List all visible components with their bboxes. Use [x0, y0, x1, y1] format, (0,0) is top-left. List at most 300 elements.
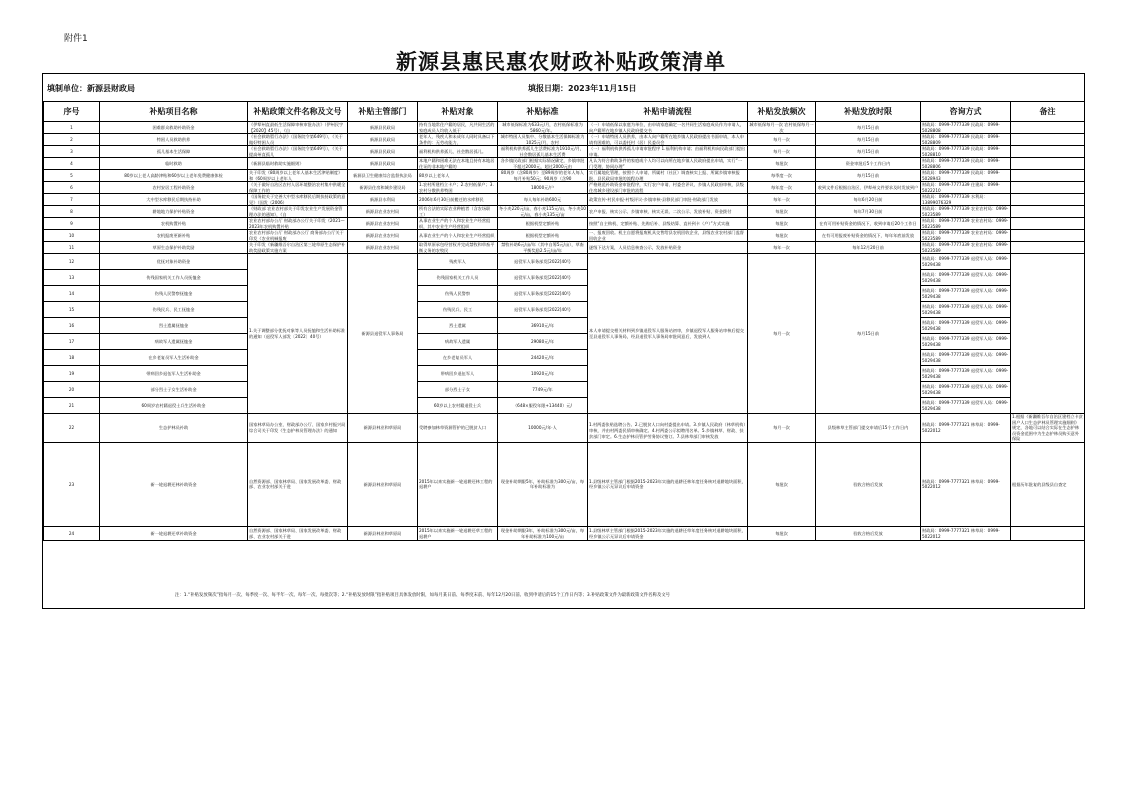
cell-frequency-text: 每月一次: [773, 425, 790, 431]
cell-standard: [498, 398, 588, 414]
cell-serial-text: 9: [70, 220, 73, 226]
cell-serial: [44, 170, 100, 182]
cell-standard: [498, 122, 588, 134]
cell-standard: [498, 366, 588, 382]
cell-item-name-text: 耕地地力保护补贴资金: [152, 208, 195, 214]
cell-standard: [498, 414, 588, 443]
cell-frequency-text: 每年度一次: [771, 184, 792, 190]
cell-remark: [1011, 254, 1085, 414]
table-row: [44, 442, 1085, 526]
cell-serial: [44, 442, 100, 526]
cell-time-limit: [816, 230, 921, 242]
cell-target-text: 60岁以上农村籍退役士兵: [433, 402, 482, 408]
cell-policy-doc: [248, 146, 348, 158]
cell-standard: [498, 254, 588, 270]
cell-contact: [921, 242, 1011, 254]
table-row: [44, 218, 1085, 230]
cell-process: [588, 158, 748, 170]
cell-department: [348, 218, 418, 230]
cell-department: [348, 170, 418, 182]
cell-time-limit-text: 验收合格后发放: [853, 481, 883, 487]
cell-target: [418, 182, 498, 194]
cell-item-name: [100, 350, 248, 366]
cell-target-text: 2006年6月30日前搬迁的水库移民: [419, 196, 484, 202]
cell-frequency-text: 每年一次: [773, 196, 790, 202]
cell-standard-text: 各乡镇民政部门根据实际情况确定，乡镇审批不超过2000元，超过2000元由: [500, 158, 585, 169]
table-row: [44, 134, 1085, 146]
table-row: [44, 122, 1085, 134]
cell-standard-text: 城市低保标准为633元/月，农村低保标准为5860元/年。: [502, 122, 583, 133]
cell-standard: [498, 242, 588, 254]
cell-contact-text: 财政局：0999-7777321 林草局：0999-5022012: [922, 478, 1000, 490]
cell-contact-text: 财政局：0999-7777339 退役军人局：0999-5029438: [922, 384, 1009, 395]
cell-contact: [921, 122, 1011, 134]
cell-target: [418, 286, 498, 302]
cell-target-text: 老年人、残疾人和未成年人同时具备以下条件的：无劳动能力、: [419, 134, 495, 145]
cell-frequency: [748, 194, 816, 206]
cell-department: [348, 242, 418, 254]
cell-department: [348, 206, 418, 218]
cell-contact-text: 财政局：0999-7777339 农业农村局：0999-5023589: [922, 206, 1009, 217]
cell-serial-text: 1: [70, 124, 73, 130]
cell-serial: [44, 286, 100, 302]
cell-target-text: 所有合法的实际农业种植者（含农场职工）: [419, 206, 491, 217]
cell-contact: [921, 286, 1011, 302]
cell-contact-text: 财政局：0999-7777339 退役军人局：0999-5029438: [922, 304, 1009, 315]
cell-time-limit-text: 每年6月20日前: [853, 196, 883, 202]
cell-time-limit-text: 验收合格后发放: [853, 530, 883, 536]
cell-item-name: [100, 270, 248, 286]
cell-item-name: [100, 442, 248, 526]
cell-department-text: 新源县农业农村局: [365, 208, 400, 214]
cell-remark: [1011, 218, 1085, 230]
header-cell: 序号: [44, 102, 100, 122]
cell-department: [348, 134, 418, 146]
cell-process: [588, 170, 748, 182]
cell-serial-text: 3: [70, 148, 73, 154]
cell-item-name-text: 新一轮退耕还草补助资金: [150, 530, 197, 536]
cell-serial: [44, 398, 100, 414]
cell-serial-text: 18: [68, 354, 75, 360]
cell-contact-text: 财政局：0999-7777339 民政局：0999-5028808: [922, 122, 1000, 133]
cell-standard-text: 城市特困人员集中、分散基本生活保障标准为1025元/月，农村: [500, 134, 585, 145]
cell-serial-text: 20: [68, 386, 75, 392]
cell-process-text: 1.县级林草主管部门根据2015-2023年实施的退耕还林年度任务核对退耕地块面积，经乡镇公示无异议后申请资金: [589, 478, 746, 490]
cell-standard: [498, 270, 588, 286]
cell-contact-text: 财政局：0999-7777339 退役军人局：0999-5029438: [922, 400, 1009, 411]
cell-department-text: 新源县卫生健康综合监督执法局: [353, 172, 412, 178]
cell-contact: [921, 254, 1011, 270]
cell-policy-doc-text: 1.关于调整部分优抚对象等人员抚恤和生活补助标准的通知（退役军人部发〔2022〕40号）: [249, 327, 346, 339]
cell-standard: [498, 526, 588, 540]
cell-target-text: 带病回乡退伍军人: [440, 370, 475, 376]
cell-contact: [921, 398, 1011, 414]
cell-department: [348, 146, 418, 158]
cell-department-text: 新源县水利局: [369, 196, 396, 202]
cell-process-text: 政策宣传-村民申报-村级评议-乡镇审核-县移民部门审批-财政部门发放: [589, 196, 718, 202]
cell-target-text: 1.农村所建档立卡户；2.农村低保户；3.农村分散供养特困: [419, 182, 494, 193]
cell-target: [418, 254, 498, 270]
cell-standard-text: 10920元/年: [530, 370, 555, 376]
cell-policy-doc: [248, 206, 348, 218]
table-header-row: [44, 102, 1085, 122]
cell-remark: [1011, 170, 1085, 182]
cell-target: [418, 158, 498, 170]
cell-serial-text: 12: [68, 258, 75, 264]
cell-contact: [921, 182, 1011, 194]
cell-department-text: 新源县住房和城乡建设局: [359, 184, 406, 190]
cell-policy-doc: [248, 526, 348, 540]
cell-department-text: 新源县林业和草原局: [363, 481, 402, 487]
document-title: 新源县惠民惠农财政补贴政策清单: [396, 49, 726, 74]
cell-serial-text: 11: [68, 244, 75, 250]
cell-standard-text: 10000元/年·人: [528, 425, 557, 431]
cell-item-name: [100, 526, 248, 540]
cell-item-name: [100, 182, 248, 194]
cell-time-limit-text: 每月15日前: [856, 172, 880, 178]
table-row: [44, 206, 1085, 218]
cell-policy-doc-text: 《财政部 农业农村部关于印发农业生产发展资金管理办法的通知》，《自: [249, 206, 343, 217]
cell-policy-doc: [248, 218, 348, 230]
cell-item-name-text: 在乡老复员军人生活补助金: [148, 354, 199, 360]
cell-serial: [44, 158, 100, 170]
header-cell: 补贴对象: [418, 102, 498, 122]
cell-standard-text: 80周岁（含80周岁）至89周岁的老年人每人每月补贴50元；90周岁（含90: [501, 170, 584, 181]
attachment-label: 附件1: [64, 34, 88, 44]
cell-target: [418, 318, 498, 334]
cell-standard: [498, 218, 588, 230]
cell-serial-text: 22: [68, 425, 75, 431]
cell-contact: [921, 442, 1011, 526]
cell-process: [588, 442, 748, 526]
cell-process: [588, 206, 748, 218]
cell-policy-doc-text: 《国务院关于完善大中型水库移民后期扶持政策的意见》（国发（2006）: [249, 194, 346, 205]
cell-target: [418, 526, 498, 540]
header-cell: 补贴标准: [498, 102, 588, 122]
table-row: [44, 194, 1085, 206]
cell-target-text: 伤残人民警察: [444, 290, 471, 296]
cell-department: [348, 122, 418, 134]
table-row: [44, 182, 1085, 194]
cell-serial: [44, 182, 100, 194]
cell-standard-text: 现金补助期限5年，补助标准为300元/亩，每年补助标准为: [500, 478, 585, 490]
cell-time-limit: [816, 194, 921, 206]
cell-item-name: [100, 170, 248, 182]
cell-standard: [498, 302, 588, 318]
cell-target: [418, 170, 498, 182]
cell-standard-text: 24420元/年: [530, 354, 555, 360]
cell-target: [418, 206, 498, 218]
cell-frequency: [748, 158, 816, 170]
cell-target-text: 病故军人遗属: [444, 338, 471, 344]
cell-target-text: 从事农业生产的个人和农业生产经营组织: [419, 232, 495, 238]
cell-frequency: [748, 182, 816, 194]
cell-standard-text: 18000元/户: [530, 184, 555, 190]
cell-frequency-text: 每年一次: [773, 244, 790, 250]
cell-frequency-text: 每月一次: [773, 330, 790, 336]
cell-item-name: [100, 146, 248, 158]
cell-time-limit-text: 县级林草主管部门提交申请后15个工作日内: [827, 425, 909, 431]
cell-contact-text: 财政局：0999-7777339 民政局：0999-5028943: [922, 170, 1000, 181]
cell-remark: [1011, 206, 1085, 218]
cell-target-text: 本地户籍和困难无法在本地且持有本地居住证的非本地户籍的: [419, 158, 495, 169]
cell-standard: [498, 230, 588, 242]
cell-contact-text: 财政局：0999-7777339 住建局：0999-5022210: [922, 182, 1000, 193]
cell-target-text: 80岁以上老年人: [419, 172, 450, 178]
cell-target-text: 烈士遗属: [449, 322, 466, 328]
cell-process-text: 实行属地化管理，按照个人申请、所属村（社区）调查核实上报、所属乡镇审核报批、县民政局审批的流程办理: [589, 170, 740, 181]
cell-remark: [1011, 122, 1085, 134]
cell-contact: [921, 350, 1011, 366]
cell-serial-text: 14: [68, 290, 75, 296]
cell-time-limit-text: 每月15日前: [856, 136, 880, 142]
cell-serial: [44, 230, 100, 242]
cell-contact: [921, 366, 1011, 382]
cell-contact: [921, 526, 1011, 540]
cell-policy-doc: [248, 182, 348, 194]
cell-target: [418, 350, 498, 366]
table-row: [44, 526, 1085, 540]
cell-item-name-text: 特困人员救助供养: [156, 136, 191, 142]
header-cell: 补贴申请流程: [588, 102, 748, 122]
cell-target: [418, 146, 498, 158]
cell-serial-text: 19: [68, 370, 75, 376]
cell-item-name-text: 烈士遗属抚恤金: [158, 322, 189, 328]
cell-frequency: [748, 134, 816, 146]
cell-target: [418, 334, 498, 350]
cell-item-name: [100, 398, 248, 414]
table-row: [44, 366, 1085, 382]
cell-frequency: [748, 170, 816, 182]
cell-target-text: 伤残民兵、民工: [442, 306, 473, 312]
cell-item-name: [100, 334, 248, 350]
cell-contact-text: 财政局：0999-7777339 民政局：0999-5028806: [922, 158, 1000, 169]
cell-contact: [921, 134, 1011, 146]
cell-target: [418, 382, 498, 398]
cell-process-text: 严格规范补助资金审批程序，实行农户申请、村委会评议、乡镇人民政府审核，县级住房城乡建设部门审批的流程: [589, 182, 744, 193]
header-cell: 补贴发放时限: [816, 102, 921, 122]
cell-target: [418, 398, 498, 414]
cell-serial-text: 24: [68, 530, 75, 536]
cell-department-text: 新源县林业和草原局: [363, 530, 402, 536]
cell-frequency: [748, 218, 816, 230]
cell-standard: [498, 170, 588, 182]
cell-serial: [44, 526, 100, 540]
cell-contact: [921, 194, 1011, 206]
cell-department-text: 新源县农业农村局: [365, 220, 400, 226]
cell-item-name: [100, 366, 248, 382]
cell-department-text: 新源县林业和草原局: [363, 425, 402, 431]
cell-frequency-text: 每月一次: [773, 148, 790, 154]
cell-policy-doc-text: 自然资源部、国家林草局、国家发展改革委、财政部、农业农村部关于进: [249, 478, 342, 490]
cell-item-name: [100, 158, 248, 170]
cell-process: [588, 526, 748, 540]
cell-contact-text: 财政局：0999-7777339 退役军人局：0999-5029438: [922, 320, 1009, 331]
cell-serial-text: 7: [70, 196, 73, 202]
cell-target: [418, 242, 498, 254]
cell-process-text: 按照“自主购机、定额补贴、先购后补、县级结算、直补到卡（户）”方式实施: [589, 220, 730, 226]
cell-target-text: 部分烈士子女: [444, 386, 471, 392]
cell-frequency-text: 每季度一次: [771, 172, 792, 178]
cell-frequency: [748, 242, 816, 254]
cell-target: [418, 122, 498, 134]
cell-item-name: [100, 242, 248, 254]
cell-policy-doc-text: 《关于做好自治区农村人居环境整治农村集中供暖全保障工作的: [249, 182, 346, 193]
cell-target-text: 从事农业生产的个人和农业生产经营组织，其中农业生产经营组织: [419, 218, 491, 229]
cell-target-text: 取得草原承包经营权并完成禁牧和草畜平衡义务的农牧民: [419, 242, 495, 253]
cell-contact: [921, 230, 1011, 242]
cell-department: [348, 182, 418, 194]
table-row: [44, 230, 1085, 242]
cell-standard-text: （648×服役年限+13440）元/: [512, 402, 573, 408]
cell-target: [418, 366, 498, 382]
cell-serial: [44, 334, 100, 350]
cell-item-name: [100, 382, 248, 398]
cell-policy-doc-text: 自然资源部、国家林草局、国家发展改革委、财政部、农业农村部关于进: [249, 527, 342, 539]
cell-remark-text: 根据历年批复的县级县自查定: [1012, 481, 1067, 487]
header-cell: 补贴发放频次: [748, 102, 816, 122]
cell-frequency: [748, 526, 816, 540]
cell-serial-text: 17: [68, 338, 75, 344]
cell-serial: [44, 206, 100, 218]
cell-policy-doc-text: 农业农村部办公厅 财政部办公厅关于印发《2021—2023年农机购置补贴: [249, 218, 345, 229]
cell-target: [418, 134, 498, 146]
cell-time-limit: [816, 146, 921, 158]
cell-serial-text: 5: [70, 172, 73, 178]
cell-time-limit: [816, 218, 921, 230]
cell-serial: [44, 134, 100, 146]
cell-department: [348, 442, 418, 526]
cell-remark: [1011, 134, 1085, 146]
table-row: [44, 398, 1085, 414]
cell-serial: [44, 194, 100, 206]
cell-serial: [44, 302, 100, 318]
cell-time-limit-text: 每年7月30日前: [853, 208, 883, 214]
cell-department-text: 新源县农业农村局: [365, 232, 400, 238]
cell-target: [418, 194, 498, 206]
cell-item-name-text: 临时救助: [165, 160, 182, 166]
cell-process-text: 凡认为符合救助条件的家庭或个人均可以向所在地乡镇人民政府提出申请，实行“一门受理、协同办理”: [589, 158, 742, 169]
cell-department: [348, 230, 418, 242]
cell-process-text: 一、报废回收。机主自愿将报废机具交售给县农机回收企业，县级农业农村部门监督回收企业: [589, 230, 744, 241]
cell-standard-text: 福利机构供养孤儿生活费标准为1910元/月，社会散居孤儿基本生活费: [500, 146, 585, 157]
cell-contact: [921, 302, 1011, 318]
meta-row: [43, 74, 1084, 102]
cell-contact: [921, 318, 1011, 334]
cell-frequency: [748, 206, 816, 218]
cell-serial-text: 16: [68, 322, 75, 328]
cell-process-text: （一）福利机构供养孤儿申请审批程序 1.福利机构申请；由福利机构向民政部门提出申请。: [589, 146, 746, 157]
cell-process: [588, 230, 748, 242]
header-cell: 补贴政策文件名称及文号: [248, 102, 348, 122]
cell-standard-text: 退役军人事务部发[2022]40号: [514, 306, 571, 312]
policy-table-frame: [42, 73, 1085, 609]
cell-process: [588, 194, 748, 206]
cell-contact-text: 财政局：0999-7777339 退役军人局：0999-5029438: [922, 336, 1009, 347]
cell-time-limit: [816, 242, 921, 254]
cell-target: [418, 270, 498, 286]
cell-contact: [921, 146, 1011, 158]
cell-contact: [921, 382, 1011, 398]
cell-contact-text: 财政局：0999-7777339 民政局：0999-5028810: [922, 146, 1000, 157]
cell-standard: [498, 334, 588, 350]
cell-standard-text: 根据机型定额补贴: [525, 220, 560, 226]
cell-frequency-text: 每批次: [775, 481, 788, 487]
cell-target: [418, 230, 498, 242]
cell-standard: [498, 182, 588, 194]
cell-time-limit: [816, 254, 921, 414]
cell-policy-doc-text: 《社会救助暂行办法》（国务院令第649号），《关于做好特困人员: [249, 134, 343, 145]
header-cell: 补贴项目名称: [100, 102, 248, 122]
cell-frequency: [748, 414, 816, 443]
cell-policy-doc-text: 《伊犁州直最低生活保障审核审批办法》（伊州民字【2020】45号），《自: [249, 122, 344, 133]
cell-department-text: 新源县退役军人事务局: [361, 330, 404, 336]
cell-target-text: 福利机构供养孤儿、社会散居孤儿。: [419, 148, 487, 154]
fill-unit: 填制单位：新源县财政局: [47, 84, 135, 93]
cell-contact: [921, 270, 1011, 286]
cell-time-limit: [816, 134, 921, 146]
cell-process: [588, 254, 748, 414]
cell-policy-doc: [248, 442, 348, 526]
cell-remark: [1011, 242, 1085, 254]
cell-item-name-text: 优抚对象补助资金: [156, 258, 191, 264]
table-row: [44, 350, 1085, 366]
cell-standard-text: 36910元/年: [530, 322, 555, 328]
cell-remark: [1011, 158, 1085, 170]
cell-time-limit: [816, 182, 921, 194]
cell-item-name: [100, 230, 248, 242]
cell-contact-text: 财政局：0999-7777339 农业农村局：0999-5023589: [922, 218, 1009, 229]
cell-department: [348, 194, 418, 206]
cell-target-text: 残疾军人: [449, 258, 466, 264]
cell-frequency: [748, 122, 816, 134]
cell-target: [418, 414, 498, 443]
cell-item-name-text: 农机报废更新补贴: [156, 232, 191, 238]
cell-policy-doc-text: 农业农村部办公厅 财政部办公厅 商务部办公厅关于印发《农业机械报废: [249, 230, 344, 241]
cell-time-limit: [816, 158, 921, 170]
cell-process: [588, 414, 748, 443]
cell-contact: [921, 170, 1011, 182]
cell-time-limit-text: 在有可用补贴资金的情况下，收到申请后20个工作日: [819, 220, 917, 226]
cell-serial: [44, 254, 100, 270]
cell-frequency: [748, 230, 816, 242]
table-row: [44, 242, 1085, 254]
table-row: [44, 302, 1085, 318]
cell-contact-text: 财政局：0999-7777321 林草局：0999-5022012: [922, 422, 1000, 434]
cell-frequency-text: 每批次: [775, 530, 788, 536]
cell-contact-text: 财政局：0999-7777339 退役军人局：0999-5029438: [922, 368, 1009, 379]
cell-department: [348, 158, 418, 170]
cell-contact: [921, 158, 1011, 170]
cell-process: [588, 242, 748, 254]
cell-target-text: 2015年以来实施新一轮退耕还林工程的退耕户: [419, 478, 493, 490]
table-row: [44, 414, 1085, 443]
cell-standard-text: 冬小麦220元/亩，春小麦115元/亩，冬小麦10元/亩，春小麦135元/亩: [499, 206, 586, 217]
cell-item-name-text: 带病回乡退伍军人生活补助金: [146, 370, 201, 376]
cell-contact-text: 财政局：0999-7777339 农业农村局：0999-5023589: [922, 230, 1009, 241]
cell-process-text: 1.村两委张贴选聘公告。2.已脱贫人口向村委提出申请。3.乡镇人民政府（林草机构）审核，并由村两委民情审核确定。4.村两委公示拟聘用名单。5.乡镇林草、财政、扶贫部门审定。6.生态护林员管护劳务协议签订。7.县林草部门审核发放: [589, 422, 746, 439]
cell-standard-text: 7749元/年: [532, 386, 553, 392]
cell-target: [418, 442, 498, 526]
cell-item-name: [100, 218, 248, 230]
cell-process: [588, 182, 748, 194]
cell-time-limit: [816, 414, 921, 443]
policy-table: [43, 101, 1085, 541]
cell-process-text: 1.县级林草主管部门根据2015-2023年实施的退耕还草年度任务核对退耕地块面积，经乡镇公示无异议后申请资金: [589, 527, 746, 539]
cell-serial-text: 15: [68, 306, 75, 312]
cell-target-text: 受聘参加林草资源管护的已脱贫人口: [419, 425, 487, 431]
cell-process: [588, 218, 748, 230]
